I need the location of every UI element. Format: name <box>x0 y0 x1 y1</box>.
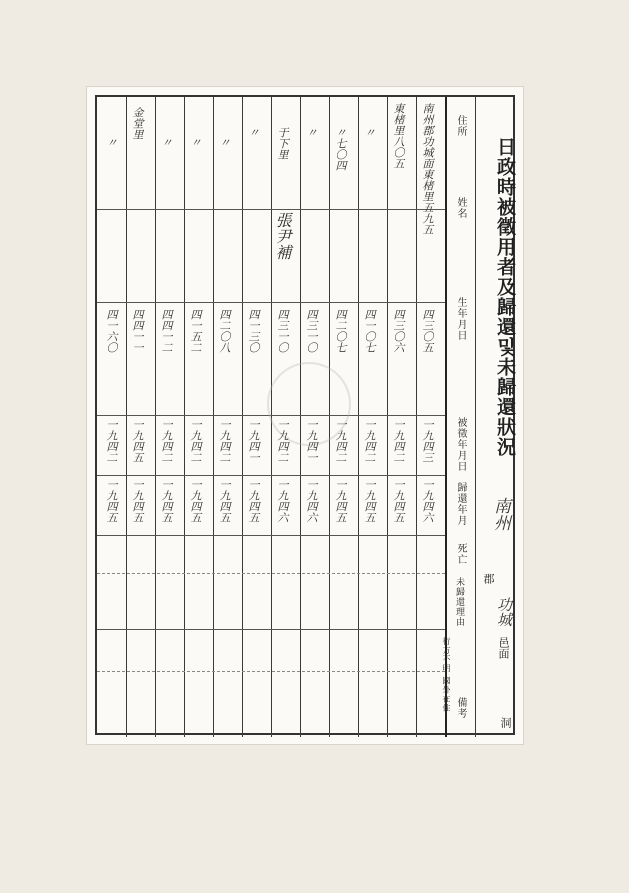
row-conscription: 一九四二 <box>160 419 173 463</box>
row-birth: 四二〇七 <box>334 309 347 353</box>
row-address: 〃 <box>189 137 202 148</box>
row-birth: 四四一一 <box>131 309 144 353</box>
row-birth: 四三一〇 <box>305 309 318 353</box>
header-address: 住所 <box>455 115 466 137</box>
section-line <box>97 629 445 630</box>
row-conscription: 一九四三 <box>421 419 434 463</box>
row-return: 一九四六 <box>421 479 434 523</box>
row-conscription: 一九四五 <box>131 419 144 463</box>
row-divider <box>358 97 359 737</box>
section-line <box>97 671 445 672</box>
header-column <box>445 97 475 737</box>
row-birth: 四二〇八 <box>218 309 231 353</box>
row-conscription: 一九四一 <box>247 419 260 463</box>
header-name: 姓名 <box>455 197 466 219</box>
header-divider <box>445 97 447 737</box>
row-divider <box>213 97 214 737</box>
title-divider <box>475 97 476 737</box>
row-divider <box>155 97 156 737</box>
row-conscription: 一九四二 <box>363 419 376 463</box>
row-return: 一九四五 <box>218 479 231 523</box>
handwritten-district: 南州 <box>490 497 510 531</box>
row-address: 〃七〇四 <box>334 127 347 171</box>
row-address: 〃 <box>247 127 260 138</box>
row-address: 東楮里八〇五 <box>392 103 405 169</box>
row-address: 于下里 <box>276 127 289 160</box>
row-address: 南州郡功城面東楮里五九五 <box>421 103 434 235</box>
row-birth: 四三〇六 <box>392 309 405 353</box>
section-line <box>97 475 445 476</box>
row-conscription: 一九四二 <box>189 419 202 463</box>
row-birth: 四一三〇 <box>247 309 260 353</box>
row-return: 一九四六 <box>305 479 318 523</box>
header-death: 死亡 <box>455 543 466 565</box>
header-unreturned: 未歸還理由 <box>454 577 464 627</box>
row-address: 金堂里 <box>131 107 144 140</box>
row-divider <box>242 97 243 737</box>
row-return: 一九四五 <box>105 479 118 523</box>
row-return: 一九四五 <box>247 479 260 523</box>
row-conscription: 一九四二 <box>392 419 405 463</box>
row-conscription: 一九四一 <box>305 419 318 463</box>
row-return: 一九四五 <box>363 479 376 523</box>
row-address: 〃 <box>305 127 318 138</box>
row-conscription: 一九四二 <box>105 419 118 463</box>
row-birth: 四四一二 <box>160 309 173 353</box>
row-return: 一九四五 <box>131 479 144 523</box>
document-page <box>86 86 524 745</box>
section-line <box>97 535 445 536</box>
row-divider <box>184 97 185 737</box>
row-divider <box>387 97 388 737</box>
row-conscription: 一九四二 <box>334 419 347 463</box>
row-divider <box>416 97 417 737</box>
document-title: 日政時被徵用者及歸還및未歸還狀況 <box>494 137 516 457</box>
row-conscription: 一九四二 <box>276 419 289 463</box>
district-label: 郡 <box>482 573 495 584</box>
header-return: 歸還年月 <box>455 482 466 526</box>
row-return: 一九四六 <box>276 479 289 523</box>
row-address: 〃 <box>218 137 231 148</box>
row-birth: 四一五二 <box>189 309 202 353</box>
village-label: 邑面 <box>497 637 510 659</box>
row-address: 〃 <box>160 137 173 148</box>
section-line <box>97 573 445 574</box>
header-birth: 生年月日 <box>455 297 466 341</box>
row-address: 〃 <box>105 137 118 148</box>
row-birth: 四一〇七 <box>363 309 376 353</box>
row-divider <box>126 97 127 737</box>
row-return: 一九四五 <box>189 479 202 523</box>
row-return: 一九四五 <box>160 479 173 523</box>
row-birth: 四三〇五 <box>421 309 434 353</box>
row-return: 一九四五 <box>334 479 347 523</box>
row-conscription: 一九四二 <box>218 419 231 463</box>
header-remarks: 備考 <box>455 697 466 719</box>
row-return: 一九四五 <box>392 479 405 523</box>
row-address: 〃 <box>363 127 376 138</box>
row-name: 張尹補 <box>273 212 292 260</box>
handwritten-township: 功城 <box>495 597 513 627</box>
row-birth: 四三一〇 <box>276 309 289 353</box>
header-conscription: 被徵年月日 <box>455 417 466 472</box>
conscription-form <box>95 95 515 735</box>
row-birth: 四一六〇 <box>105 309 118 353</box>
dong-label: 洞 <box>499 717 512 728</box>
section-line <box>97 209 445 210</box>
section-line <box>97 302 445 303</box>
